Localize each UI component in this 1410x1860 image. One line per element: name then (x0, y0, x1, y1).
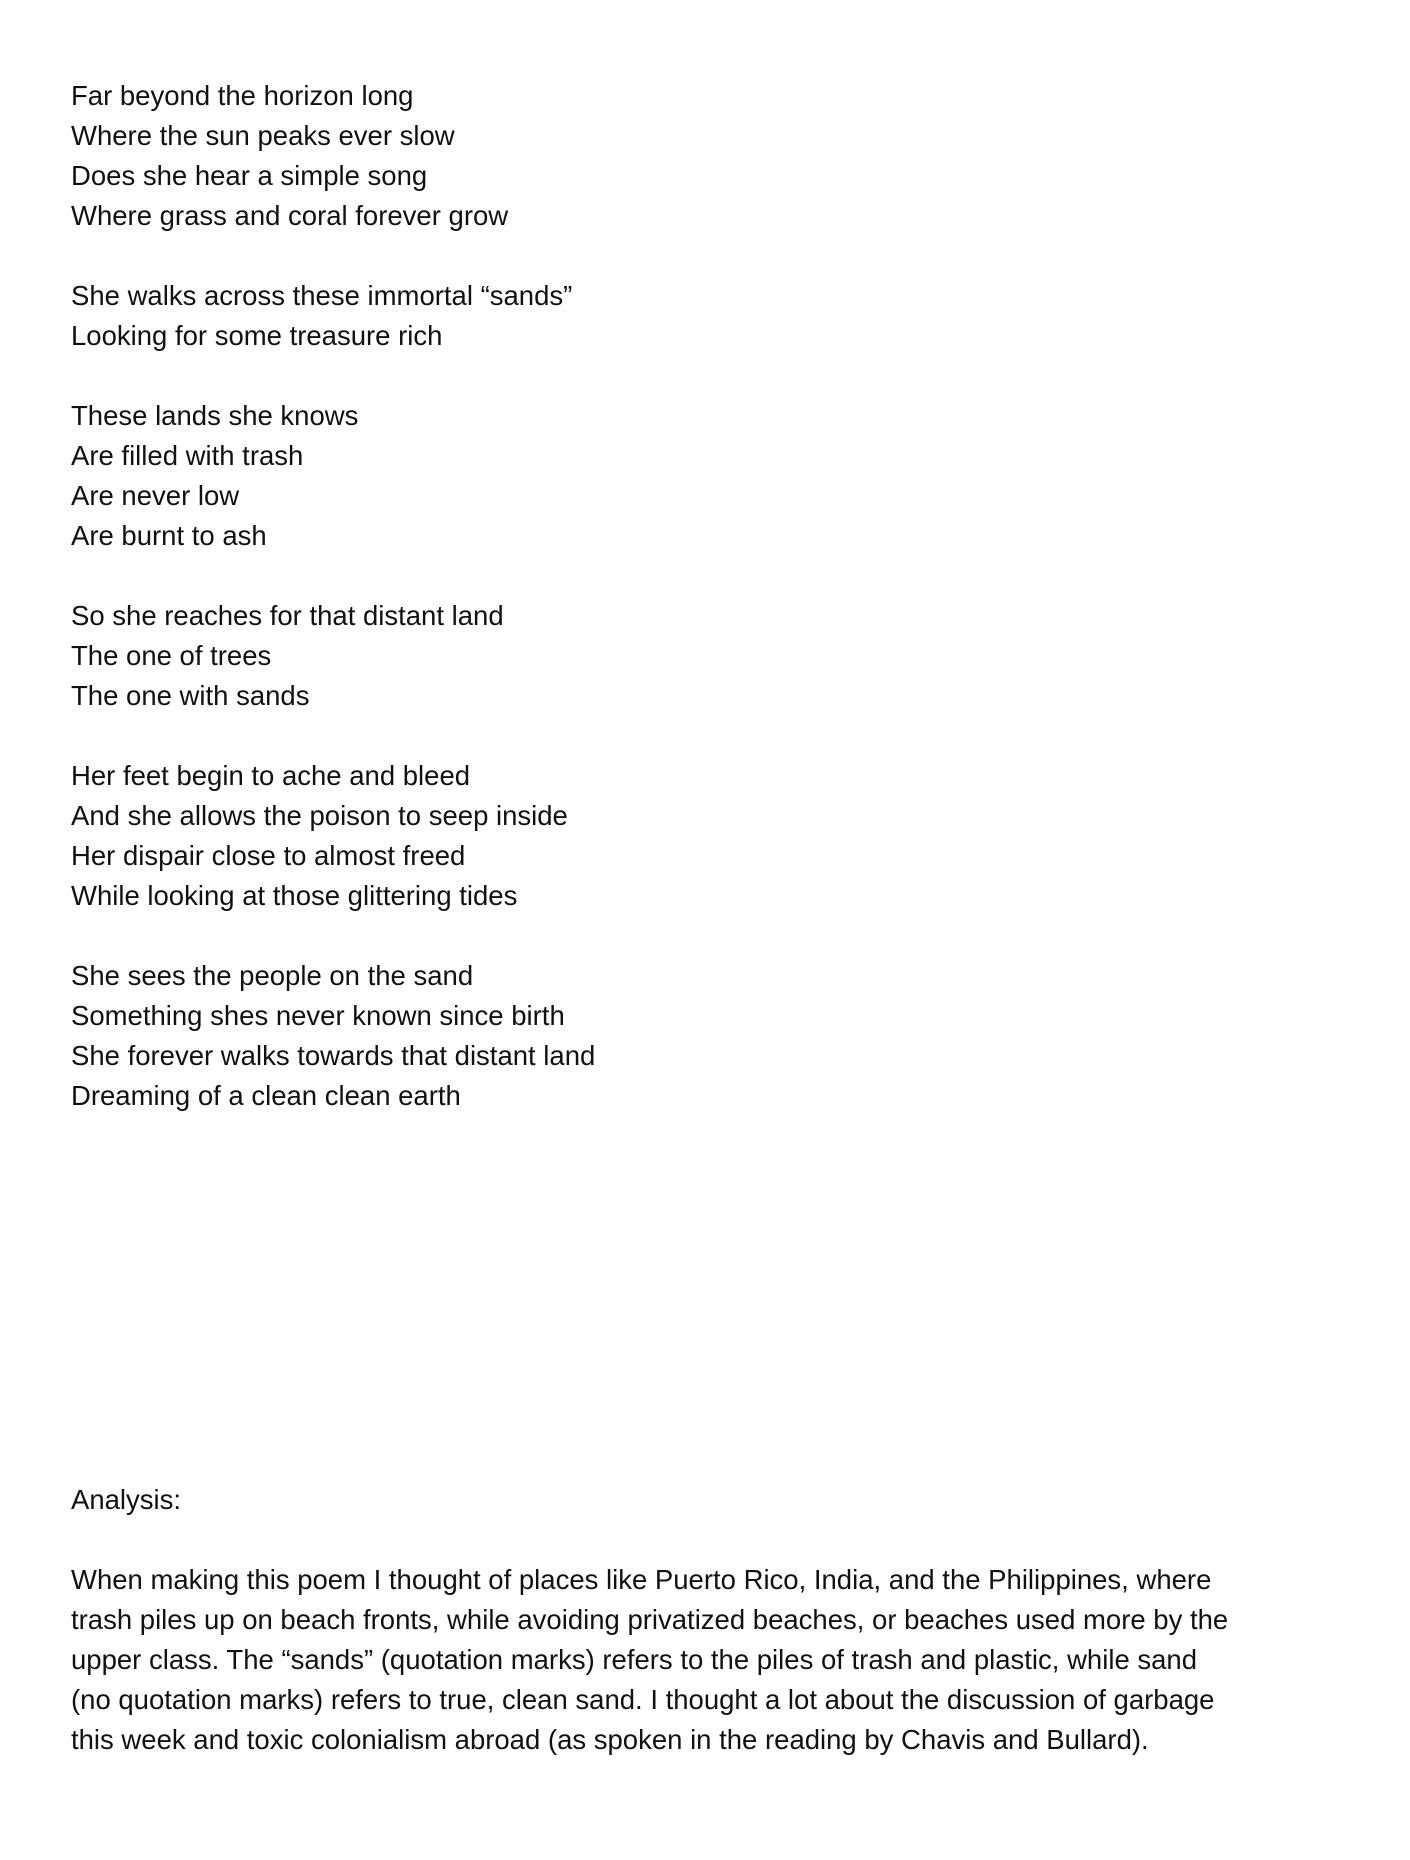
analysis-section (71, 1480, 1361, 1760)
poem-line: Looking for some treasure rich (71, 320, 443, 351)
analysis-line: trash piles up on beach fronts, while avoiding privatized beaches, or beaches used more by the (71, 1604, 1229, 1635)
poem-line: Where the sun peaks ever slow (71, 120, 455, 151)
poem-stanza-5 (71, 756, 1271, 916)
poem-stanza-4 (71, 596, 1271, 716)
poem (71, 76, 1271, 1156)
poem-line: The one of trees (71, 640, 272, 671)
poem-line: She sees the people on the sand (71, 960, 474, 991)
poem-line: Far beyond the horizon long (71, 80, 414, 111)
poem-line: Her dispair close to almost freed (71, 840, 466, 871)
poem-line: Are burnt to ash (71, 520, 267, 551)
poem-line: Are filled with trash (71, 440, 304, 471)
analysis-heading: Analysis: (71, 1484, 182, 1515)
analysis-line: this week and toxic colonialism abroad (as spoken in the reading by Chavis and Bullard). (71, 1724, 1149, 1755)
poem-line: Where grass and coral forever grow (71, 200, 509, 231)
poem-line: These lands she knows (71, 400, 359, 431)
analysis-line: upper class. The “sands” (quotation marks) refers to the piles of trash and plastic, while sand (71, 1644, 1198, 1675)
poem-line: The one with sands (71, 680, 310, 711)
analysis-paragraph (71, 1560, 1361, 1760)
poem-stanza-3 (71, 396, 1271, 556)
poem-line: And she allows the poison to seep inside (71, 800, 568, 831)
poem-line: While looking at those glittering tides (71, 880, 518, 911)
analysis-line: When making this poem I thought of places like Puerto Rico, India, and the Philippines, where (71, 1564, 1212, 1595)
poem-line: Dreaming of a clean clean earth (71, 1080, 461, 1111)
poem-line: Something shes never known since birth (71, 1000, 565, 1031)
poem-line: So she reaches for that distant land (71, 600, 504, 631)
poem-line: Are never low (71, 480, 240, 511)
poem-line: She forever walks towards that distant land (71, 1040, 596, 1071)
poem-line: Does she hear a simple song (71, 160, 428, 191)
poem-line: Her feet begin to ache and bleed (71, 760, 471, 791)
poem-stanza-6 (71, 956, 1271, 1116)
poem-stanza-1 (71, 76, 1271, 236)
analysis-line: (no quotation marks) refers to true, clean sand. I thought a lot about the discussion of garbage (71, 1684, 1215, 1715)
poem-stanza-2 (71, 276, 1271, 356)
poem-line: She walks across these immortal “sands” (71, 280, 573, 311)
